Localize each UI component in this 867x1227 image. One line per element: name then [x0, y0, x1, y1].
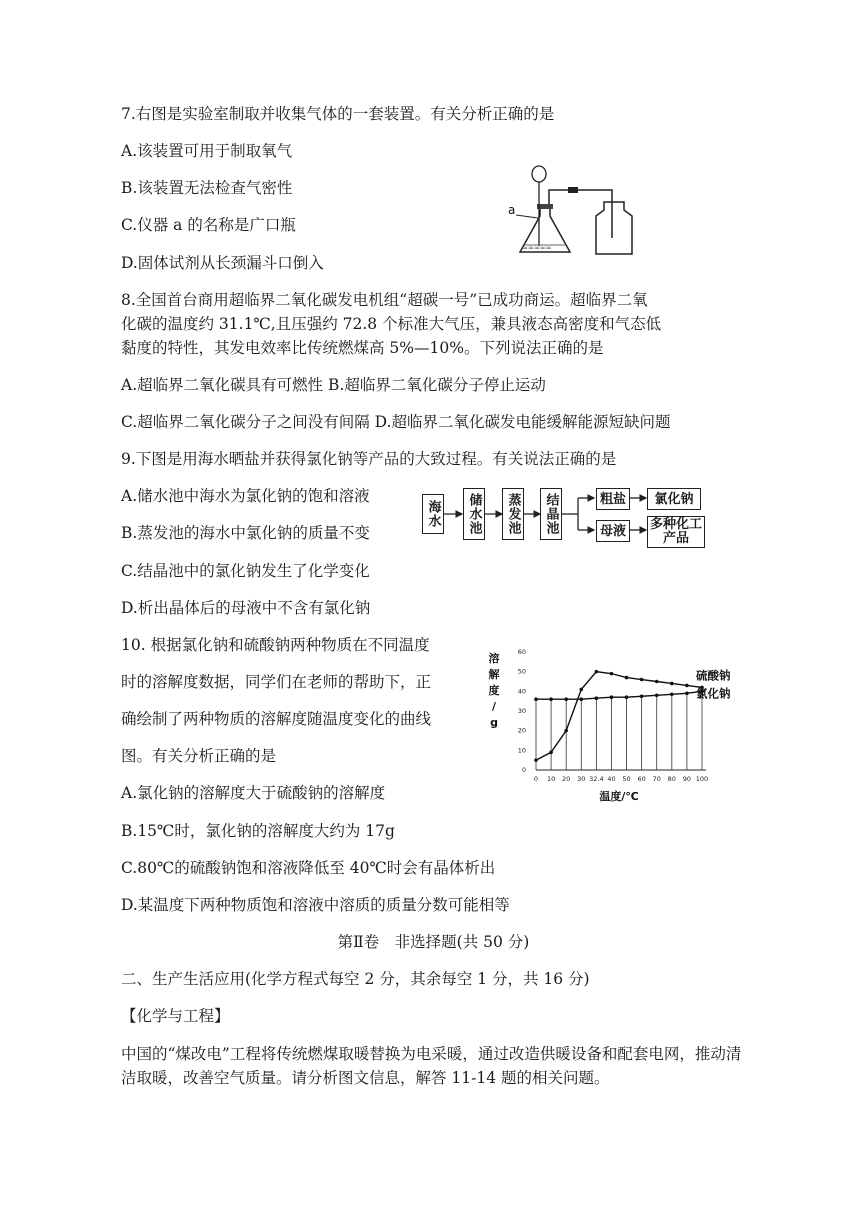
chart-series-line	[536, 691, 702, 699]
chart-data-point	[610, 672, 614, 676]
q10-stem-line3: 确绘制了两种物质的溶解度随温度变化的曲线	[121, 710, 432, 728]
q9-option-b: B.蒸发池的海水中氯化钠的质量不变	[121, 524, 370, 542]
chart-x-tick-label: 80	[667, 775, 676, 783]
chart-y-axis-label: /	[491, 700, 497, 713]
q8-stem-line1: 8.全国首台商用超临界二氧化碳发电机组“超碳一号”已成功商运。超临界二氧	[121, 291, 648, 309]
chart-data-point	[685, 692, 689, 696]
q10-option-a: A.氯化钠的溶解度大于硫酸钠的溶解度	[121, 784, 386, 802]
q9-stem: 9.下图是用海水晒盐并获得氯化钠等产品的大致过程。有关说法正确的是	[121, 450, 617, 468]
chart-y-tick-label: 10	[517, 746, 526, 755]
chart-y-tick-label: 50	[517, 667, 526, 676]
q8-options-cd: C.超临界二氧化碳分子之间没有间隔 D.超临界二氧化碳发电能缓解能源短缺问题	[121, 413, 671, 431]
q7-option-a: A.该装置可用于制取氧气	[121, 142, 293, 160]
chart-series-label: 硫酸钠	[696, 668, 730, 683]
q7-option-c: C.仪器 a 的名称是广口瓶	[121, 216, 296, 234]
chart-data-point	[549, 751, 553, 755]
q10-stem-line2: 时的溶解度数据，同学们在老师的帮助下，正	[121, 673, 432, 691]
flow-chemical-products: 多种化工产品	[647, 516, 705, 548]
solubility-chart-svg	[480, 640, 730, 810]
chart-y-axis-label: 溶	[488, 652, 500, 665]
chart-data-point	[685, 684, 689, 688]
chart-data-point	[670, 682, 674, 686]
chart-data-point	[534, 758, 538, 762]
q8-options-ab: A.超临界二氧化碳具有可燃性 B.超临界二氧化碳分子停止运动	[121, 376, 546, 394]
chart-x-tick-label: 90	[682, 775, 692, 783]
q10-option-b: B.15℃时，氯化钠的溶解度大约为 17g	[121, 822, 395, 840]
chart-data-point	[579, 697, 583, 701]
q10-stem-line4: 图。有关分析正确的是	[121, 747, 277, 765]
chart-y-axis-label: g	[490, 716, 498, 729]
q7-option-b: B.该装置无法检查气密性	[121, 179, 293, 197]
chart-y-tick-label: 60	[517, 648, 526, 656]
chart-data-point	[640, 694, 644, 698]
chart-data-point	[579, 688, 583, 692]
chart-data-point	[534, 697, 538, 701]
chart-y-tick-label: 20	[517, 726, 526, 735]
gas-apparatus-figure	[508, 160, 638, 260]
flow-storage-pool: 储水池	[463, 488, 485, 540]
apparatus-drawing	[508, 160, 638, 260]
flow-sodium-chloride: 氯化钠	[647, 488, 701, 510]
chart-x-tick-label: 70	[652, 775, 661, 783]
chart-x-tick-label: 10	[546, 775, 556, 783]
chart-data-point	[564, 729, 568, 733]
chart-data-point	[655, 693, 659, 697]
chart-y-tick-label: 0	[521, 766, 526, 774]
section-intro: 中国的“煤改电”工程将传统燃煤取暖替换为电采暖，通过改造供暖设备和配套电网，推动清洁取暖，改善空气质量。请分析图文信息，解答 11-14 题的相关问题。	[121, 1045, 742, 1087]
flow-evaporation-pool: 蒸发池	[502, 488, 524, 540]
apparatus-label-a: a	[508, 203, 516, 217]
chart-x-tick-label: 100	[695, 775, 709, 783]
chart-y-tick-label: 40	[517, 687, 526, 696]
chart-y-axis-label: 度	[488, 684, 500, 697]
svg-text:≈≈≈≈≈: ≈≈≈≈≈	[522, 244, 552, 252]
chart-data-point	[610, 695, 614, 699]
q8-stem-line3: 黏度的特性，其发电效率比传统燃煤高 5%—10%。下列说法正确的是	[121, 339, 604, 357]
chart-x-tick-label: 40	[607, 775, 616, 783]
q9-option-a: A.储水池中海水为氯化钠的饱和溶液	[121, 487, 370, 505]
chart-y-axis-label: 解	[488, 668, 500, 681]
sea-salt-flowchart	[418, 482, 708, 552]
chart-x-tick-label: 20	[562, 775, 571, 783]
chart-y-tick-label: 30	[517, 707, 526, 715]
topic-heading: 【化学与工程】	[121, 1007, 230, 1025]
q9-option-d: D.析出晶体后的母液中不含有氯化钠	[121, 599, 371, 617]
flow-crude-salt: 粗盐	[596, 488, 630, 510]
part-two-heading: 二、生产生活应用(化学方程式每空 2 分，其余每空 1 分，共 16 分)	[121, 970, 590, 988]
chart-data-point	[640, 678, 644, 682]
chart-x-tick-label: 0	[533, 775, 539, 783]
chart-data-point	[549, 697, 553, 701]
chart-data-point	[625, 676, 629, 680]
chart-data-point	[655, 680, 659, 684]
chart-x-tick-label: 32.4	[589, 775, 604, 783]
chart-data-point	[595, 696, 599, 700]
flow-mother-liquor: 母液	[596, 520, 630, 542]
q10-stem-line1: 10. 根据氯化钠和硫酸钠两种物质在不同温度	[121, 636, 430, 654]
section-title: 第Ⅱ卷 非选择题(共 50 分)	[337, 933, 530, 951]
chart-data-point	[670, 692, 674, 696]
chart-x-tick-label: 50	[622, 775, 631, 783]
flow-seawater: 海水	[422, 494, 444, 534]
chart-x-tick-label: 60	[637, 775, 646, 783]
flow-crystallization-pool: 结晶池	[540, 488, 562, 540]
chart-x-tick-label: 30	[577, 775, 586, 783]
q9-option-c: C.结晶池中的氯化钠发生了化学变化	[121, 562, 370, 580]
solubility-chart	[480, 640, 730, 810]
chart-series-line	[536, 672, 702, 761]
chart-data-point	[625, 695, 629, 699]
chart-series-label: 氯化钠	[696, 686, 730, 701]
chart-x-axis-label: 温度/℃	[599, 790, 639, 803]
q10-option-d: D.某温度下两种物质饱和溶液中溶质的质量分数可能相等	[121, 896, 510, 914]
q7-option-d: D.固体试剂从长颈漏斗口倒入	[121, 254, 324, 272]
q10-option-c: C.80℃的硫酸钠饱和溶液降低至 40℃时会有晶体析出	[121, 859, 496, 877]
q7-stem: 7.右图是实验室制取并收集气体的一套装置。有关分析正确的是	[121, 105, 555, 123]
q8-stem-line2: 化碳的温度约 31.1℃,且压强约 72.8 个标准大气压，兼具液态高密度和气态低	[121, 315, 662, 333]
chart-data-point	[595, 670, 599, 674]
chart-data-point	[564, 697, 568, 701]
